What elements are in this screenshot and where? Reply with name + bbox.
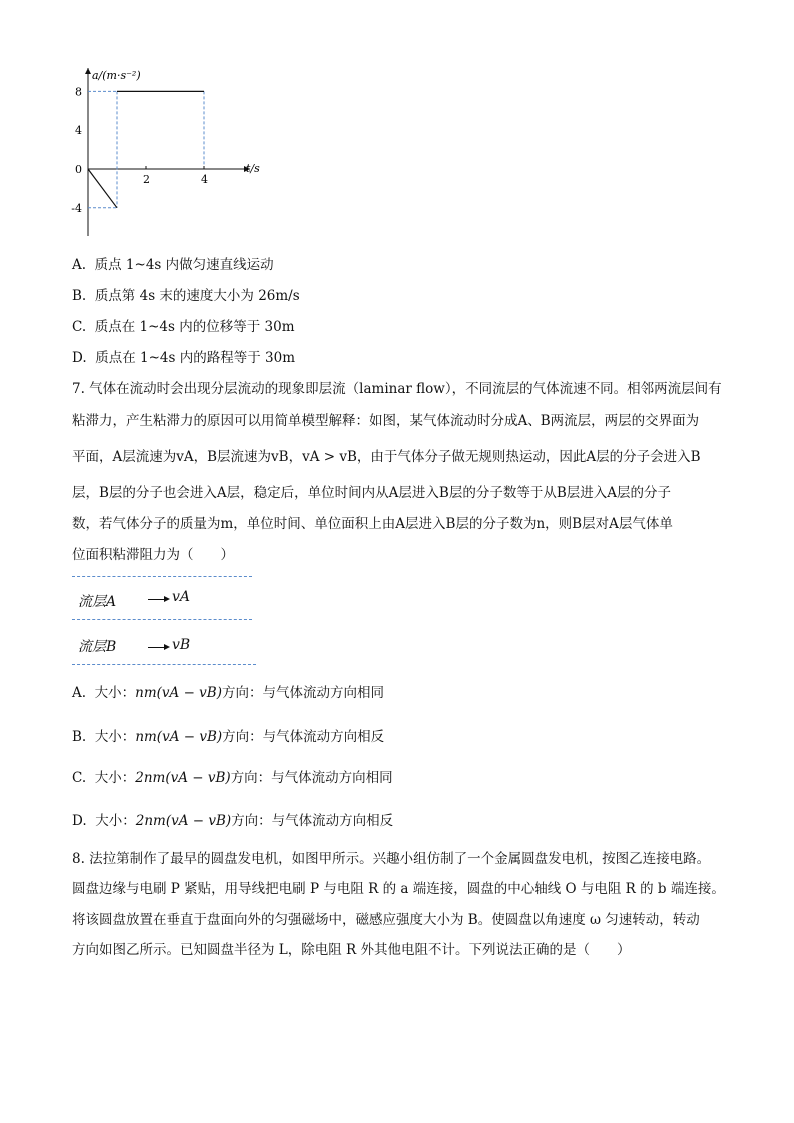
y-tick-label: 0 <box>75 163 82 176</box>
force-expression: nm(vA − vB) <box>135 685 222 701</box>
option-letter: D. <box>72 813 87 829</box>
q6-option-c <box>72 317 732 337</box>
acceleration-time-graph <box>60 60 290 245</box>
x-axis-label: t/s <box>246 162 260 175</box>
q7-option-d <box>72 811 732 831</box>
y-tick-label: -4 <box>71 201 82 215</box>
q7-stem-line-3: 平面，A层流速为vA，B层流速为vB，vA > vB，由于气体分子做无规则热运动，因此A层的分子会进入B <box>72 449 701 465</box>
option-letter: B. <box>72 729 87 745</box>
y-tick-label: 8 <box>75 85 82 99</box>
laminar-flow-diagram <box>72 574 272 669</box>
series-segment <box>88 169 117 208</box>
q8-stem-line-4: 方向如图乙所示。已知圆盘半径为 L，除电阻 R 外其他电阻不计。下列说法正确的是（ ） <box>72 942 631 958</box>
x-tick-label: 4 <box>201 173 208 186</box>
q7-stem-line-6: 位面积粘滞阻力为（ ） <box>72 547 234 563</box>
option-letter: D. <box>72 350 87 366</box>
boundary-line-bottom <box>72 664 256 665</box>
force-expression: nm(vA − vB) <box>144 813 232 829</box>
x-tick-label: 2 <box>143 173 150 186</box>
arrow-icon <box>148 599 168 600</box>
q6-option-d <box>72 348 732 368</box>
q7-option-b <box>72 727 732 747</box>
option-letter: C. <box>72 770 87 786</box>
graph-svg <box>60 60 290 245</box>
q7-stem-line-1: 7. 气体在流动时会出现分层流动的现象即层流（laminar flow），不同流层的气体流速不同。相邻两流层间有 <box>72 381 722 397</box>
direction-text: 方向：与气体流动方向相反 <box>222 729 385 745</box>
layer-a-label: 流层A <box>78 594 117 610</box>
layer-b-label: 流层B <box>78 639 117 655</box>
q8-stem-line-3: 将该圆盘放置在垂直于盘面向外的匀强磁场中，磁感应强度大小为 B。使圆盘以角速度 ω 匀速转动，转动 <box>72 912 700 928</box>
q7-stem-line-2: 粘滞力，产生粘滞力的原因可以用简单模型解释：如图，某气体流动时分成A、B两流层，两层的交界面为 <box>72 413 700 429</box>
q7-option-a <box>72 683 732 703</box>
direction-text: 方向：与气体流动方向相同 <box>222 685 384 701</box>
coefficient: 2 <box>135 813 145 829</box>
q7-stem-line-5: 数，若气体分子的质量为m，单位时间、单位面积上由A层进入B层的分子数为n，则B层对A层气体单 <box>72 516 673 532</box>
force-expression: nm(vA − vB) <box>143 770 231 786</box>
size-label: 大小： <box>94 770 136 786</box>
force-expression: nm(vA − vB) <box>135 729 223 745</box>
coefficient: 2 <box>135 770 144 786</box>
option-text: 质点在 1~4s 内的路程等于 30m <box>95 350 296 366</box>
boundary-line-top <box>72 576 252 577</box>
option-text: 质点在 1~4s 内的位移等于 30m <box>94 319 295 335</box>
option-letter: B. <box>72 288 87 304</box>
size-label: 大小： <box>95 813 136 829</box>
q6-option-a <box>72 255 732 275</box>
velocity-a-label: vA <box>172 589 191 605</box>
q8-stem-line-1: 8. 法拉第制作了最早的圆盘发电机，如图甲所示。兴趣小组仿制了一个金属圆盘发电机，按图乙连接电路。 <box>72 851 711 867</box>
boundary-line-middle <box>72 619 252 620</box>
q7-option-c <box>72 768 732 788</box>
velocity-b-label: vB <box>172 637 191 653</box>
q7-stem-line-4: 层，B层的分子也会进入A层，稳定后，单位时间内从A层进入B层的分子数等于从B层进入A层的分子 <box>72 485 672 501</box>
direction-text: 方向：与气体流动方向相反 <box>231 813 394 829</box>
size-label: 大小： <box>94 729 136 745</box>
y-axis-label: a/(m·s⁻²) <box>92 69 141 82</box>
option-text: 质点 1~4s 内做匀速直线运动 <box>94 257 274 273</box>
option-letter: A. <box>72 685 87 701</box>
option-letter: C. <box>72 319 87 335</box>
size-label: 大小： <box>94 685 136 701</box>
q8-stem-line-2: 圆盘边缘与电刷 P 紧贴，用导线把电刷 P 与电阻 R 的 a 端连接，圆盘的中心轴线 O 与电阻 R 的 b 端连接。 <box>72 881 725 897</box>
option-letter: A. <box>72 257 87 273</box>
y-tick-label: 4 <box>75 124 82 138</box>
q6-option-b <box>72 286 732 306</box>
direction-text: 方向：与气体流动方向相同 <box>230 770 393 786</box>
arrow-icon <box>148 647 168 648</box>
option-text: 质点第 4s 末的速度大小为 26m/s <box>94 288 300 304</box>
